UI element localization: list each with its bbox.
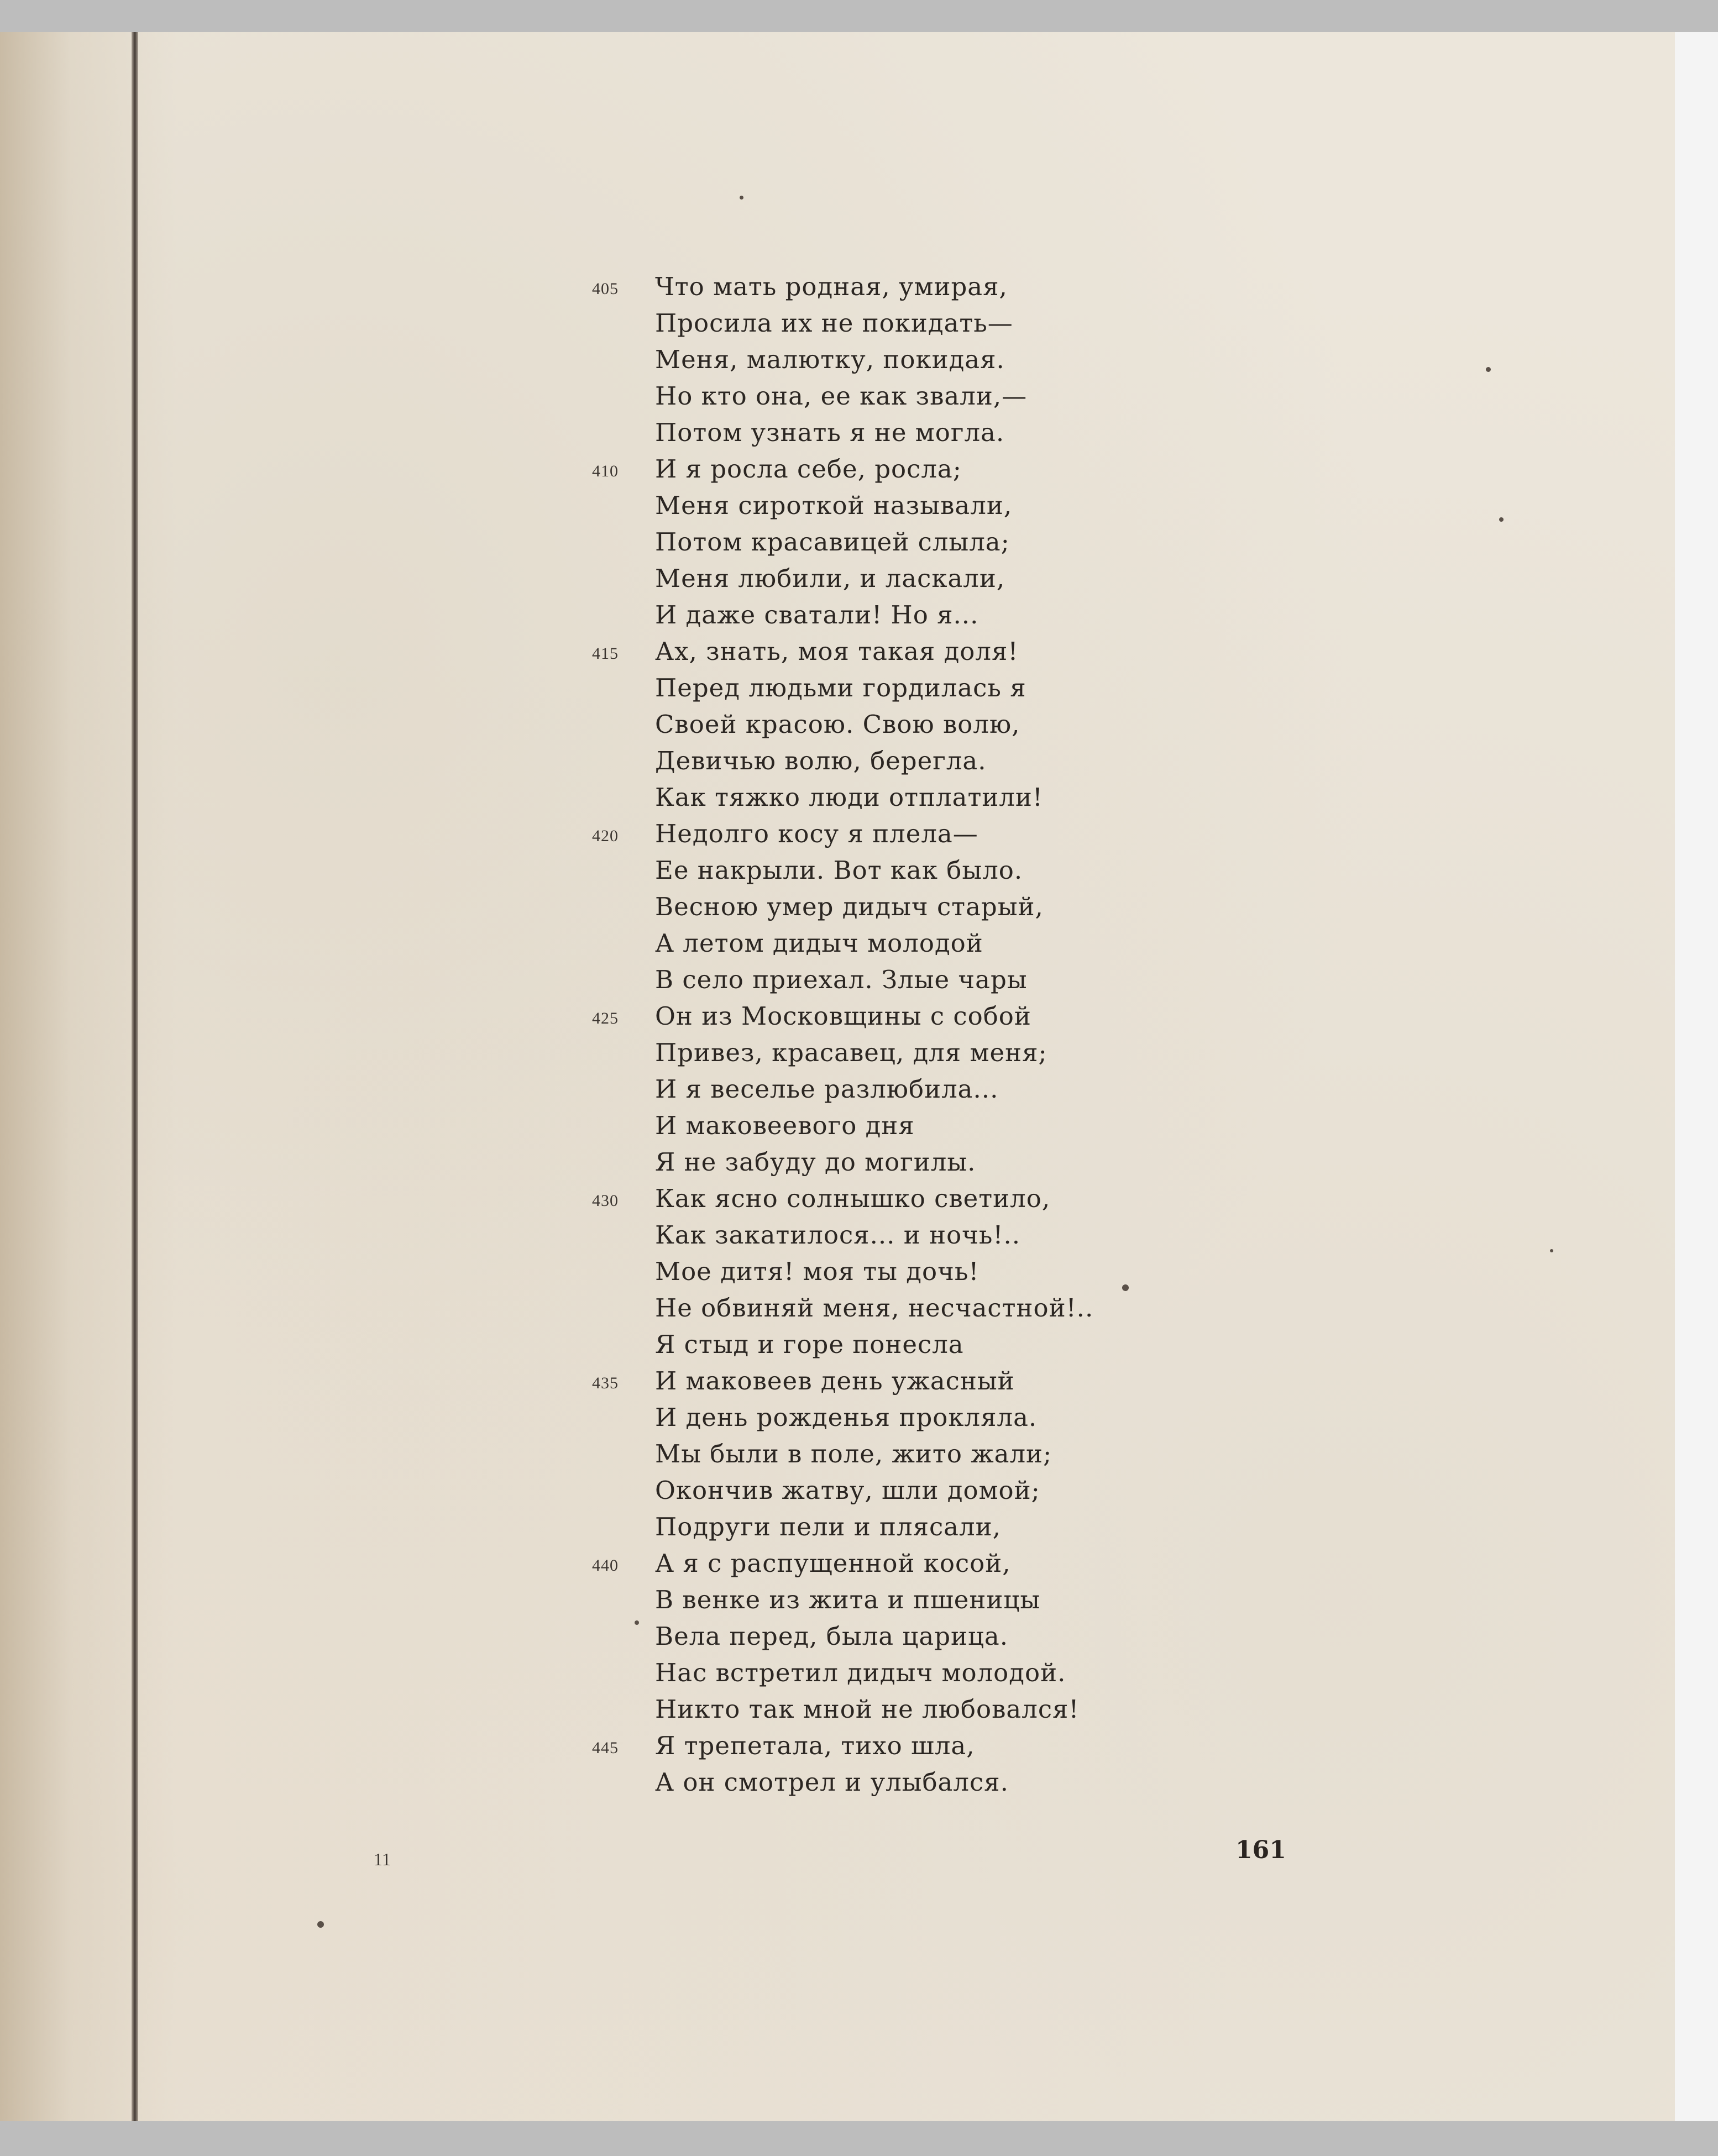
paper-speck [1486,367,1491,372]
line-text: И маковеевого дня [655,1111,915,1140]
paper-speck [635,1620,639,1625]
book-spine [132,32,138,2121]
line-text: Никто так мной не любовался! [655,1695,1080,1724]
line-text: Недолго косу я плела— [655,819,978,848]
line-number: 445 [592,1739,619,1757]
line-text: И я росла себе, росла; [655,454,962,484]
poem-text [592,269,1094,1801]
line-number: 440 [592,1556,619,1575]
paper-speck [740,196,743,200]
line-text: Что мать родная, умирая, [655,272,1008,301]
paper-speck [1499,517,1504,522]
poem-line [655,1253,1093,1290]
poem-line [655,779,1093,816]
signature-mark: 11 [374,1849,391,1869]
paper-speck [317,1921,324,1928]
line-text: Потом красавицей слыла; [655,527,1010,557]
poem-line [655,597,1093,633]
poem-line [655,1655,1093,1691]
line-number: 425 [592,1009,619,1027]
poem-line [655,1691,1093,1728]
poem-line [655,342,1093,378]
line-text: И даже сватали! Но я... [655,600,979,630]
poem-line [592,1363,1093,1399]
poem-line [655,889,1093,925]
line-text: Ее накрыли. Вот как было. [655,856,1023,885]
poem-line [592,1545,1093,1582]
line-text: Я стыд и горе понесла [655,1330,964,1359]
poem-line [655,415,1093,451]
poem-line [655,743,1093,779]
line-text: Весною умер дидыч старый, [655,892,1044,921]
book-page [0,32,1675,2121]
line-text: И я веселье разлюбила... [655,1074,999,1104]
line-text: В село приехал. Злые чары [655,965,1028,994]
poem-line [592,269,1093,305]
line-text: Потом узнать я не могла. [655,418,1005,447]
poem-line [655,1326,1093,1363]
line-text: Я не забуду до могилы. [655,1147,976,1177]
line-text: А я с распущенной косой, [655,1549,1011,1578]
line-number: 405 [592,280,619,298]
poem-line [655,1618,1093,1655]
line-text: Девичью волю, берегла. [655,746,987,775]
poem-line [592,633,1093,670]
line-text: Как тяжко люди отплатили! [655,783,1043,812]
poem-line [655,305,1093,342]
scan-border [1675,32,1718,2121]
poem-line [655,852,1093,889]
line-text: Перед людьми гордилась я [655,673,1026,702]
page-number: 161 [1235,1836,1286,1864]
line-text: Как закатилося... и ночь!.. [655,1220,1021,1250]
poem-line [655,1035,1093,1071]
line-number: 415 [592,644,619,663]
poem-line [655,524,1093,560]
poem-line [655,1217,1093,1253]
poem-line [592,1181,1093,1217]
line-text: Меня, малютку, покидая. [655,345,1005,374]
poem-line [655,1144,1093,1181]
poem-line [655,1582,1093,1618]
poem-line [655,1399,1093,1436]
line-text: А летом дидыч молодой [655,929,983,958]
poem-line [592,1728,1093,1764]
line-text: Подруги пели и плясали, [655,1512,1001,1541]
line-text: Просила их не покидать— [655,308,1013,338]
poem-line [655,1290,1093,1326]
line-text: Но кто она, ее как звали,— [655,381,1028,411]
line-text: Вела перед, была царица. [655,1622,1009,1651]
poem-line [655,487,1093,524]
line-number: 410 [592,462,619,480]
line-number: 435 [592,1374,619,1392]
line-number: 420 [592,827,619,845]
line-text: Он из Московщины с собой [655,1001,1031,1031]
line-text: Я трепетала, тихо шла, [655,1731,975,1760]
poem-line [655,1108,1093,1144]
line-text: Меня сироткой называли, [655,491,1013,520]
poem-line [655,670,1093,706]
line-text: Мы были в поле, жито жали; [655,1439,1052,1468]
line-text: Мое дитя! моя ты дочь! [655,1257,980,1286]
poem-line [655,962,1093,998]
paper-speck [1122,1284,1129,1291]
line-text: Не обвиняй меня, несчастной!.. [655,1293,1094,1323]
poem-line [655,1472,1093,1509]
line-text: В венке из жита и пшеницы [655,1585,1041,1614]
line-text: А он смотрел и улыбался. [655,1767,1009,1797]
poem-line [592,451,1093,487]
line-text: Своей красою. Свою волю, [655,710,1020,739]
poem-line [592,998,1093,1035]
line-text: Меня любили, и ласкали, [655,564,1005,593]
line-text: Как ясно солнышко светило, [655,1184,1051,1213]
line-text: Привез, красавец, для меня; [655,1038,1047,1067]
poem-line [655,925,1093,962]
poem-line [655,706,1093,743]
poem-line [655,1436,1093,1472]
paper-speck [1550,1249,1553,1252]
gutter-shadow [0,32,177,2121]
line-text: И маковеев день ужасный [655,1366,1015,1396]
poem-line [655,1509,1093,1545]
line-text: И день рожденья прокляла. [655,1403,1038,1432]
poem-line [655,1764,1093,1801]
line-text: Нас встретил дидыч молодой. [655,1658,1066,1687]
line-text: Окончив жатву, шли домой; [655,1476,1040,1505]
poem-line [655,560,1093,597]
line-number: 430 [592,1192,619,1210]
poem-line [655,1071,1093,1108]
poem-line [592,816,1093,852]
line-text: Ах, знать, моя такая доля! [655,637,1019,666]
poem-line [655,378,1093,415]
